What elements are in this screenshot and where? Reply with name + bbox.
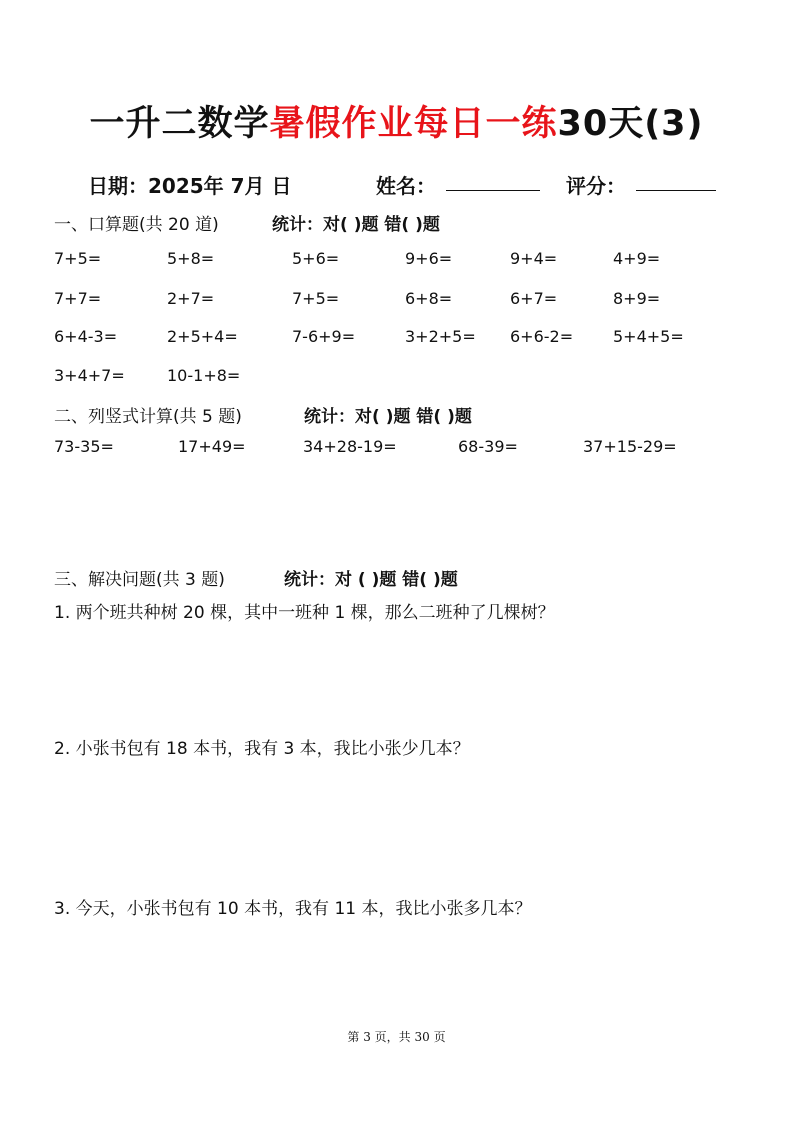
section-heading: 三、解决问题(共 3 题) <box>54 570 225 590</box>
title-part2: 暑假作业每日一练 <box>269 104 558 144</box>
vertical-equation: 37+15-29= <box>583 437 677 456</box>
oral-equation: 6+4-3= <box>54 327 118 346</box>
vertical-equation: 73-35= <box>54 437 114 456</box>
section-stats: 统计：对 ( )题 错( )题 <box>284 570 458 590</box>
page-footer: 第 3 页，共 30 页 <box>347 1030 446 1044</box>
oral-equation: 7+7= <box>54 289 102 308</box>
title-part3: 30天(3) <box>557 104 704 144</box>
oral-equation: 2+7= <box>167 289 215 308</box>
oral-equation: 6+8= <box>405 289 453 308</box>
oral-equation: 4+9= <box>613 249 661 268</box>
score-label: 评分： <box>566 174 626 198</box>
vertical-equation: 17+49= <box>178 437 246 456</box>
word-problem: 2. 小张书包有 18 本书，我有 3 本，我比小张少几本？ <box>54 739 470 759</box>
oral-equation: 6+6-2= <box>510 327 574 346</box>
oral-equation: 9+4= <box>510 249 558 268</box>
word-problem: 3. 今天，小张书包有 10 本书，我有 11 本，我比小张多几本？ <box>54 899 532 919</box>
name-label: 姓名： <box>376 174 436 198</box>
word-problem: 1. 两个班共种树 20 棵，其中一班种 1 棵，那么二班种了几棵树？ <box>54 603 555 623</box>
section-heading: 一、口算题(共 20 道) <box>54 215 219 235</box>
oral-equation: 7-6+9= <box>292 327 356 346</box>
section-heading: 二、列竖式计算(共 5 题) <box>54 407 242 427</box>
oral-equation: 7+5= <box>292 289 340 308</box>
score-blank[interactable] <box>636 170 716 191</box>
oral-equation: 3+4+7= <box>54 366 125 385</box>
oral-equation: 8+9= <box>613 289 661 308</box>
oral-equation: 5+8= <box>167 249 215 268</box>
oral-equation: 10-1+8= <box>167 366 241 385</box>
oral-equation: 2+5+4= <box>167 327 238 346</box>
oral-equation: 9+6= <box>405 249 453 268</box>
oral-equation: 5+4+5= <box>613 327 684 346</box>
oral-equation: 7+5= <box>54 249 102 268</box>
oral-equation: 5+6= <box>292 249 340 268</box>
vertical-equation: 68-39= <box>458 437 518 456</box>
oral-equation: 6+7= <box>510 289 558 308</box>
page-title <box>0 96 793 146</box>
section-stats: 统计：对( )题 错( )题 <box>304 407 472 427</box>
vertical-equation: 34+28-19= <box>303 437 397 456</box>
oral-equation: 3+2+5= <box>405 327 476 346</box>
title-part1: 一升二数学 <box>89 104 270 144</box>
section-stats: 统计：对( )题 错( )题 <box>272 215 440 235</box>
date-label: 日期：2025年 7月 日 <box>88 174 292 198</box>
name-blank[interactable] <box>446 170 540 191</box>
